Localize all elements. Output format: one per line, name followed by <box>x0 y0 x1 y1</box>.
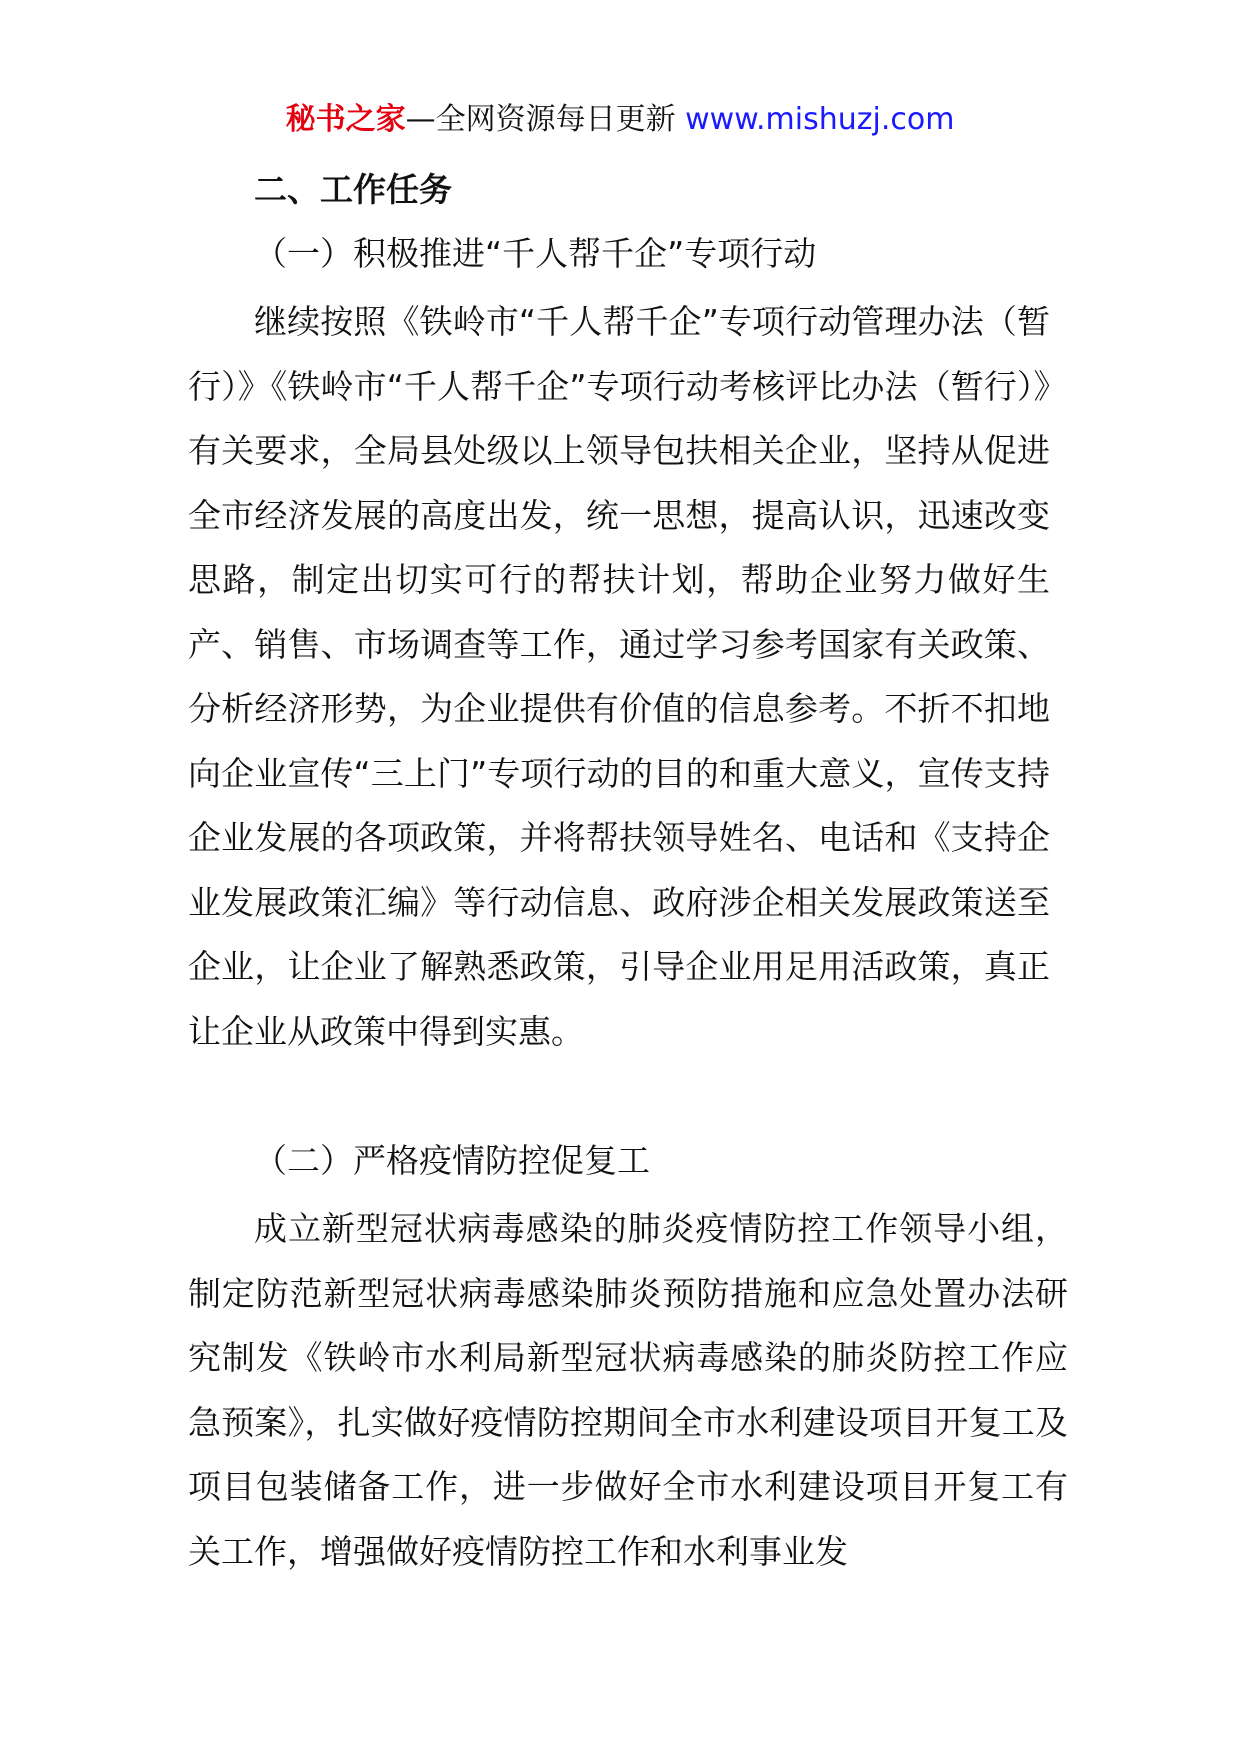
brand-name: 秘书之家 <box>285 102 406 137</box>
subsection-2-title: （二）严格疫情防控促复工 <box>254 1141 650 1180</box>
header-tagline: —全网资源每日更新 <box>405 102 686 137</box>
site-url-link[interactable]: www.mishuzj.com <box>685 102 955 137</box>
subsection-1-body: 继续按照《铁岭市“千人帮千企”专项行动管理办法（暂行）》《铁岭市“千人帮千企”专项行动考核评比办法（暂行）》有关要求，全局县处级以上领导包扶相关企业，坚持从促进全市经济发展的高度出发，统一思想，提高认识，迅速改变思路，制定出切实可行的帮扶计划，帮助企业努力做好生产、销售、市场调查等工作，通过学习参考国家有关政策、分析经济形势，为企业提供有价值的信息参考。不折不扣地向企业宣传“三上门”专项行动的目的和重大意义，宣传支持企业发展的各项政策，并将帮扶领导姓名、电话和《支持企业发展政策汇编》等行动信息、政府涉企相关发展政策送至企业，让企业了解熟悉政策，引导企业用足用活政策，真正让企业从政策中得到实惠。 <box>188 302 1050 1051</box>
section-heading: 二、工作任务 <box>254 170 452 209</box>
site-header <box>0 100 1240 140</box>
subsection-1-title: （一）积极推进“千人帮千企”专项行动 <box>254 234 817 273</box>
subsection-2-body: 成立新型冠状病毒感染的肺炎疫情防控工作领导小组，制定防范新型冠状病毒感染肺炎预防措施和应急处置办法研究制发《铁岭市水利局新型冠状病毒感染的肺炎防控工作应急预案》，扎实做好疫情防控期间全市水利建设项目开复工及项目包装储备工作，进一步做好全市水利建设项目开复工有关工作，增强做好疫情防控工作和水利事业发 <box>188 1209 1068 1571</box>
